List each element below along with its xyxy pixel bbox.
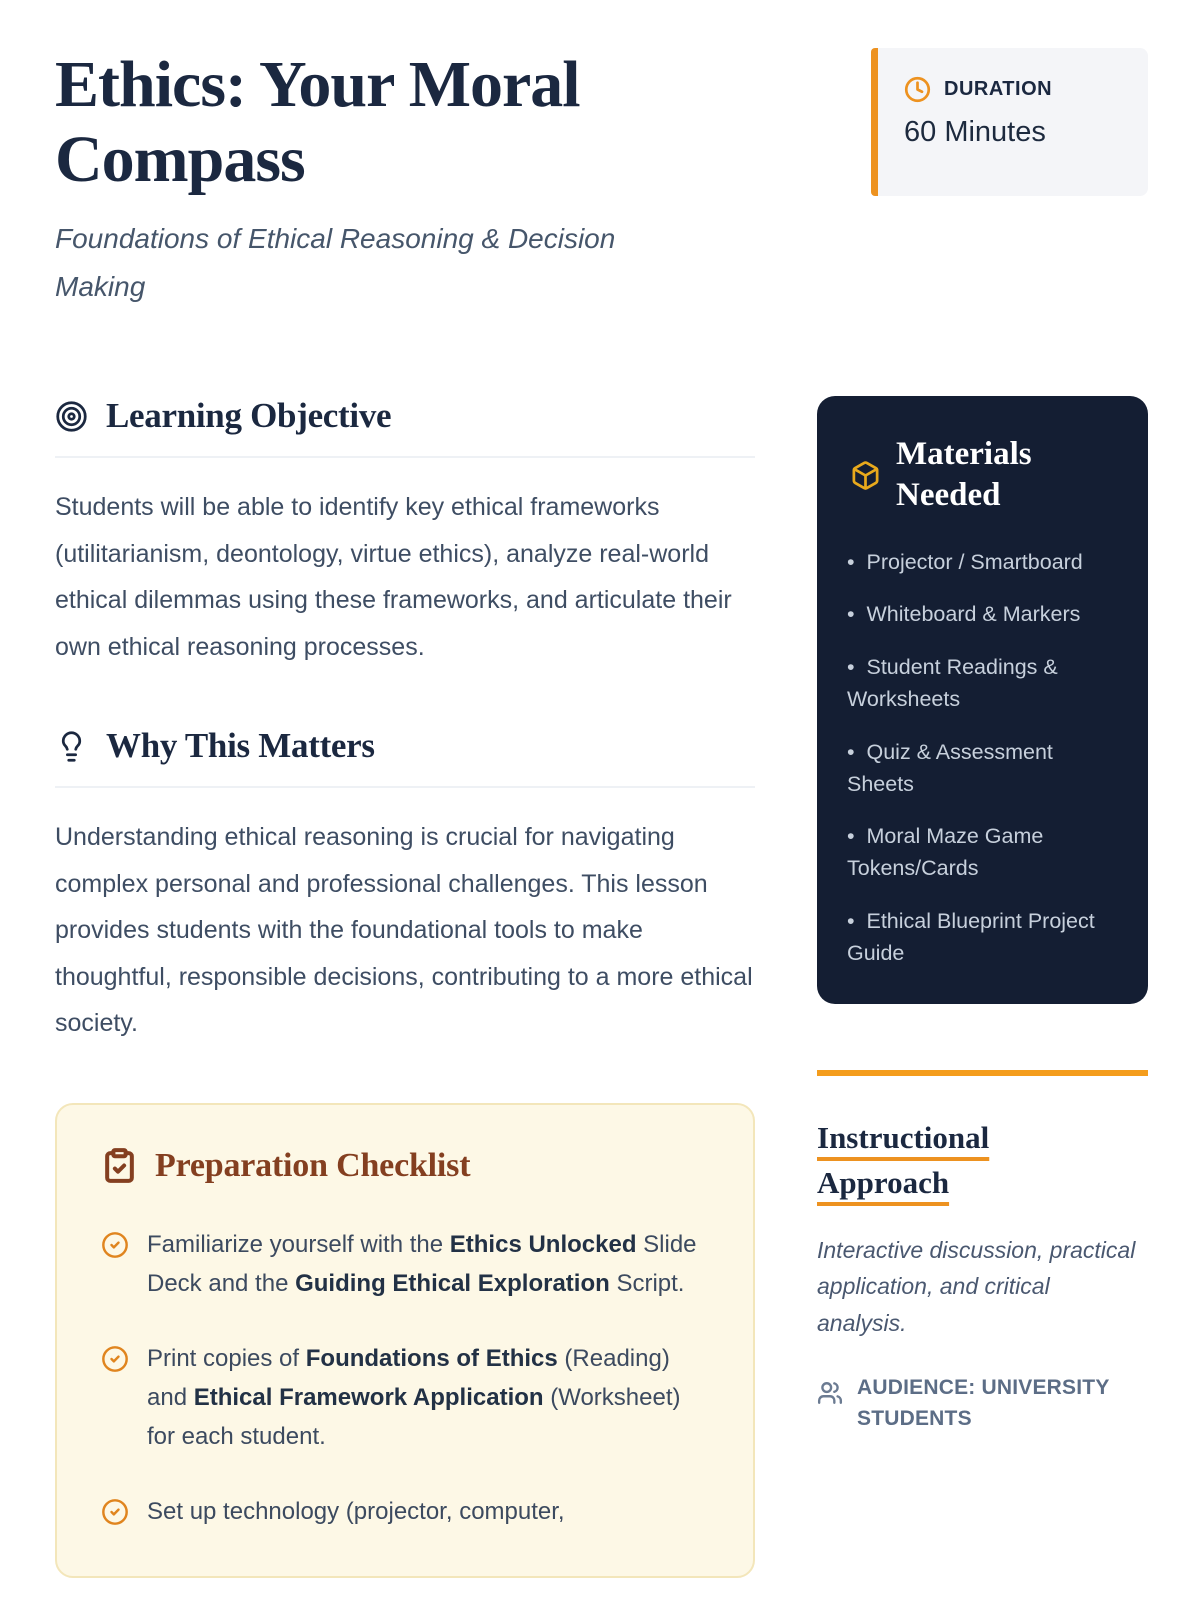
materials-card	[817, 396, 1148, 1004]
lightbulb-icon	[55, 730, 88, 763]
checklist-item	[101, 1492, 709, 1531]
section-divider	[55, 786, 755, 788]
list-item: • Projector / Smartboard	[847, 547, 1118, 579]
checklist-item-text: Set up technology (projector, computer,	[147, 1498, 565, 1526]
clock-icon	[904, 76, 931, 103]
section-heading: Learning Objective	[106, 396, 392, 436]
check-circle-icon	[101, 1231, 129, 1303]
checklist	[101, 1225, 709, 1532]
materials-list	[847, 547, 1118, 970]
target-icon	[55, 400, 88, 433]
list-item: • Student Readings & Worksheets	[847, 652, 1118, 716]
audience-label: AUDIENCE: UNIVERSITY STUDENTS	[857, 1375, 1110, 1431]
instructional-approach-body: Interactive discussion, practical application, and critical analysis.	[817, 1236, 1136, 1337]
page-title: Ethics: Your Moral Compass	[55, 48, 580, 196]
section-why-this-matters	[55, 726, 755, 1047]
preparation-checklist-card	[55, 1103, 755, 1578]
checklist-item-text: Familiarize yourself with the Ethics Unlocked Slide Deck and the Guiding Ethical Exploration Script.	[147, 1230, 697, 1297]
list-item: • Whiteboard & Markers	[847, 599, 1118, 631]
section-heading: Why This Matters	[106, 726, 375, 766]
box-icon	[850, 460, 881, 491]
section-divider	[55, 456, 755, 458]
audience-row	[817, 1372, 1148, 1435]
accent-divider	[817, 1070, 1148, 1076]
check-circle-icon	[101, 1498, 129, 1531]
duration-card	[871, 48, 1148, 196]
check-circle-icon	[101, 1345, 129, 1456]
checklist-heading: Preparation Checklist	[155, 1146, 471, 1184]
checklist-item-text: Print copies of Foundations of Ethics (Reading) and Ethical Framework Application (Worksheet) for each student.	[147, 1345, 681, 1451]
list-item: • Moral Maze Game Tokens/Cards	[847, 821, 1118, 885]
users-icon	[817, 1380, 843, 1406]
page-subtitle: Foundations of Ethical Reasoning & Decision Making	[55, 223, 616, 302]
duration-value: 60 Minutes	[904, 116, 1046, 148]
main-column	[55, 48, 755, 1600]
section-body: Understanding ethical reasoning is crucial for navigating complex personal and professional challenges. This lesson provides students with the foundational tools to make thoughtful, responsible decisions, contributing to a more ethical society.	[55, 823, 753, 1038]
list-item: • Quiz & Assessment Sheets	[847, 737, 1118, 801]
materials-heading: Materials Needed	[896, 436, 1032, 514]
clipboard-check-icon	[101, 1147, 138, 1184]
checklist-item	[101, 1339, 709, 1456]
section-body: Students will be able to identify key ethical frameworks (utilitarianism, deontology, virtue ethics), analyze real-world ethical dilemmas using these frameworks, and articulate their own ethical reasoning processes.	[55, 493, 732, 661]
list-item: • Ethical Blueprint Project Guide	[847, 906, 1118, 970]
instructional-approach-heading: Instructional Approach	[817, 1119, 990, 1200]
checklist-item	[101, 1225, 709, 1303]
sidebar-column	[817, 48, 1148, 1600]
section-learning-objective	[55, 396, 755, 670]
duration-label: DURATION	[944, 78, 1053, 100]
